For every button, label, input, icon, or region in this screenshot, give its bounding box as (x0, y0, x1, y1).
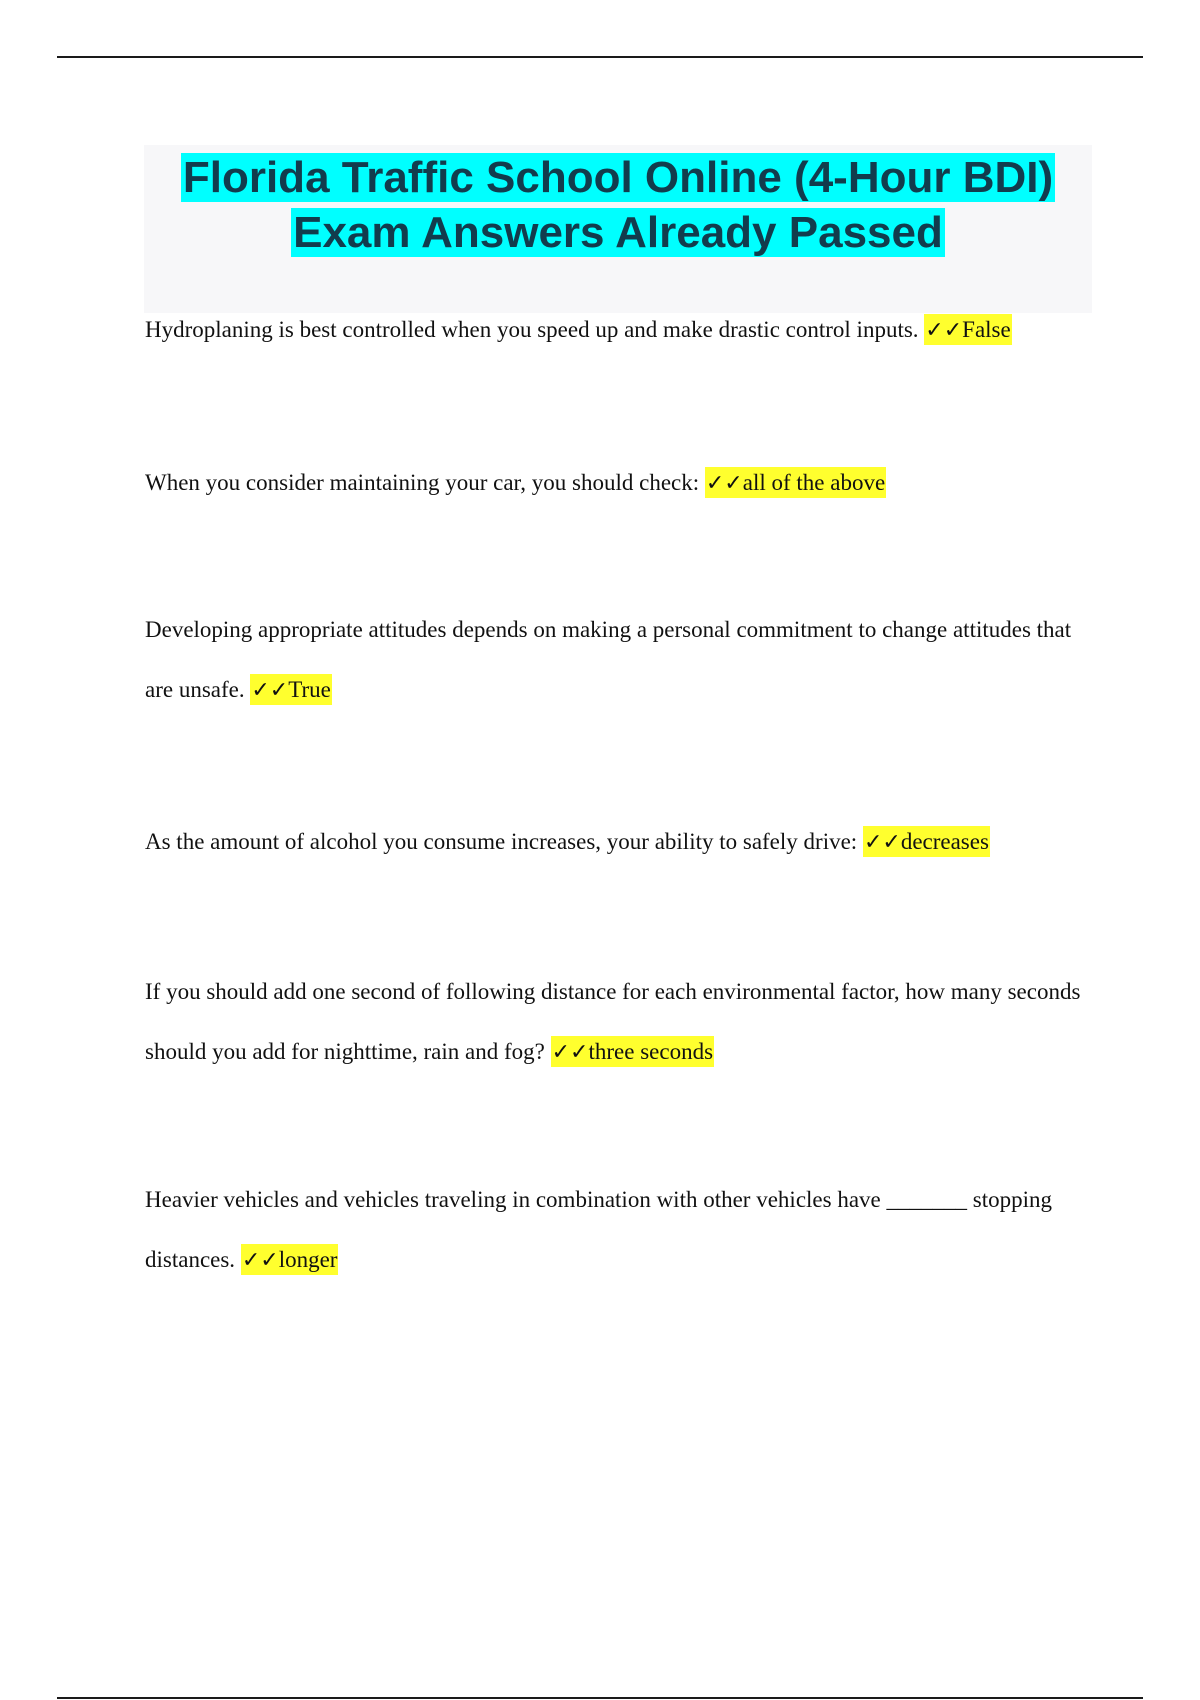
answer-text: True (288, 677, 331, 702)
question-item (145, 962, 1085, 1083)
question-item (145, 812, 1085, 873)
question-text: Heavier vehicles and vehicles traveling in combination with other vehicles have _______ stopping distances. (145, 1187, 1052, 1272)
answer-highlight (924, 314, 1011, 345)
answer-highlight (863, 826, 990, 857)
double-check-icon: ✓✓ (251, 678, 289, 703)
double-check-icon: ✓✓ (551, 1040, 589, 1065)
question-item (145, 1170, 1085, 1291)
question-text: Hydroplaning is best controlled when you speed up and make drastic control inputs. (145, 317, 919, 342)
question-item (145, 300, 1085, 361)
page-title (144, 145, 1092, 260)
answer-text: all of the above (742, 470, 886, 495)
double-check-icon: ✓✓ (863, 830, 901, 855)
top-rule (57, 56, 1143, 58)
question-text: As the amount of alcohol you consume increases, your ability to safely drive: (145, 829, 858, 854)
question-text: If you should add one second of following distance for each environmental factor, how many seconds should you add for nighttime, rain and fog? (145, 979, 1081, 1064)
answer-highlight (705, 467, 886, 498)
double-check-icon: ✓✓ (241, 1248, 279, 1273)
title-text: Florida Traffic School Online (4-Hour BDI) Exam Answers Already Passed (182, 153, 1054, 257)
bottom-rule (57, 1697, 1143, 1699)
question-item (145, 453, 1085, 514)
question-text: When you consider maintaining your car, you should check: (145, 470, 700, 495)
title-block (144, 145, 1092, 313)
answer-highlight (241, 1244, 339, 1275)
question-item (145, 600, 1085, 721)
answer-highlight (551, 1036, 714, 1067)
answer-text: False (962, 317, 1011, 342)
answer-highlight (250, 674, 331, 705)
answer-text: three seconds (588, 1039, 714, 1064)
double-check-icon: ✓✓ (925, 318, 963, 343)
answer-text: longer (278, 1247, 338, 1272)
question-text: Developing appropriate attitudes depends on making a personal commitment to change attitudes that are unsafe. (145, 617, 1072, 702)
double-check-icon: ✓✓ (705, 471, 743, 496)
answer-text: decreases (900, 829, 989, 854)
